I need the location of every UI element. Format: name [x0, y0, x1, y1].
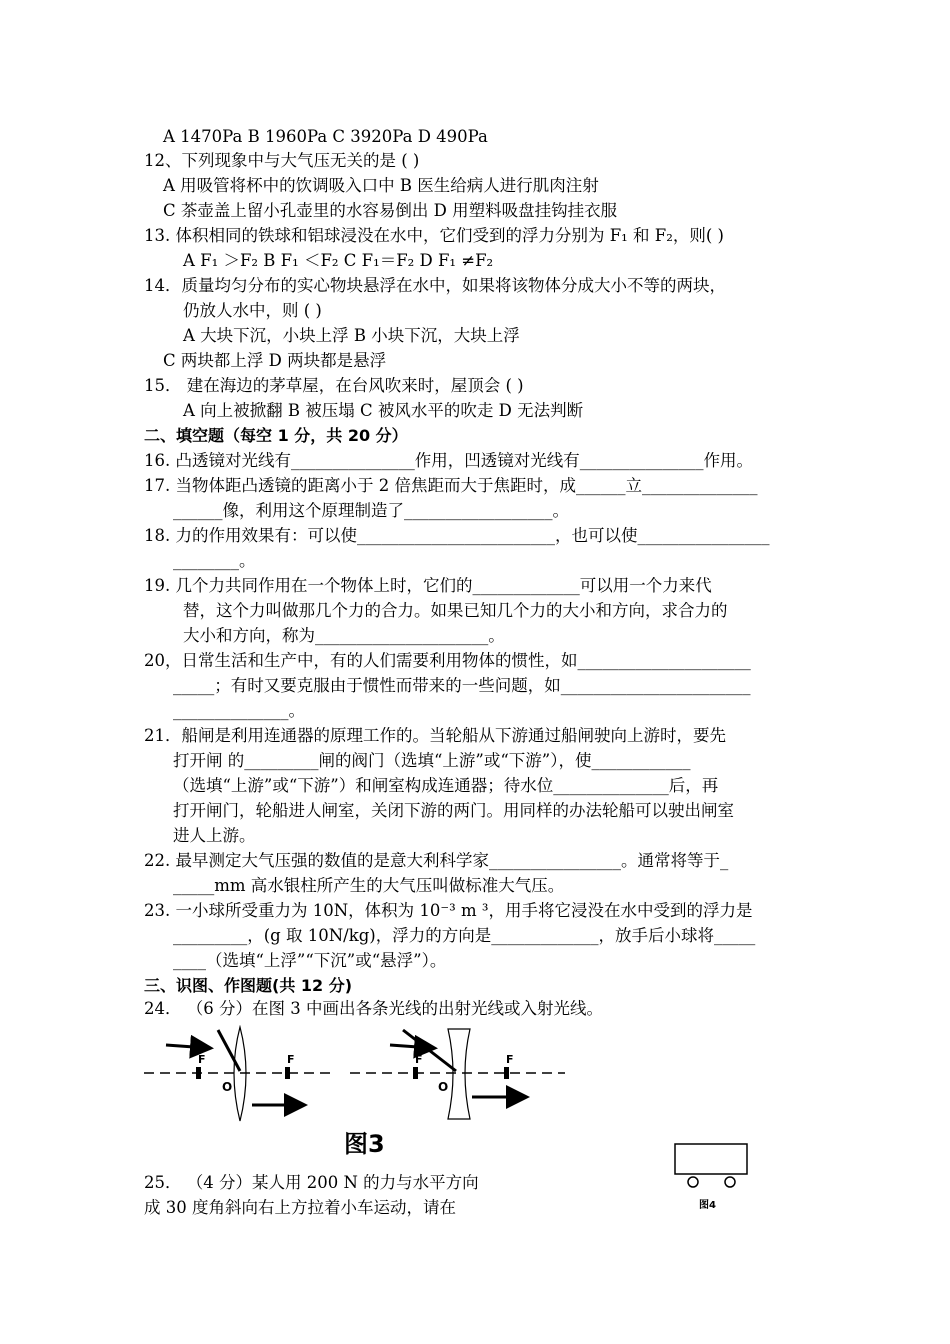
q17-cont: ______像，利用这个原理制造了__________________。 [173, 501, 569, 520]
q21-cont-3: 打开闸门，轮船进人闸室，关闭下游的两门。用同样的办法轮船可以驶出闸室 [173, 801, 734, 820]
q21-cont-1: 打开闸 的_________闸的阀门（选填“上游”或“下游”），使____________ [173, 751, 691, 770]
q24: 24． （6 分）在图 3 中画出各条光线的出射光线或入射光线。 [144, 999, 603, 1018]
figure-4-caption: 图4 [699, 1200, 716, 1211]
q20-cont-2: ______________。 [173, 701, 305, 720]
cart-body [675, 1144, 747, 1174]
convex-lens-group [144, 1027, 336, 1121]
q20: 20，日常生活和生产中，有的人们需要利用物体的惯性，如_____________________ [144, 651, 751, 670]
q18: 18. 力的作用效果有：可以使________________________，也可以使________________ [144, 526, 770, 545]
focus-left-marker-2 [413, 1067, 418, 1079]
q14-stem-cont: 仍放人水中，则 ( ) [183, 301, 322, 320]
q17: 17. 当物体距凸透镜的距离小于 2 倍焦距而大于焦距时，成______立______________ [144, 476, 758, 495]
q19-cont-2: 大小和方向，称为_____________________。 [183, 626, 505, 645]
q13-options: A F₁ ＞F₂ B F₁ ＜F₂ C F₁＝F₂ D F₁ ≠F₂ [183, 251, 494, 270]
q22: 22. 最早测定大气压强的数值的是意大利科学家________________。通常将等于_ [144, 851, 729, 870]
figure-3-lens-diagram [140, 1025, 570, 1125]
q21-cont-2: （选填“上游”或“下游”）和闸室构成连通器；待水位______________后，再 [173, 776, 719, 795]
cart-wheel-right [725, 1177, 735, 1187]
q20-cont-1: _____；有时又要克服由于惯性而带来的一些问题，如_______________________ [173, 676, 751, 695]
optical-center-label: O [222, 1080, 233, 1094]
focus-left-label: F [198, 1053, 206, 1066]
q21: 21．船闸是利用连通器的原理工作的。当轮船从下游通过船闸驶向上游时，要先 [144, 726, 726, 745]
cart-wheel-left [688, 1177, 698, 1187]
optical-center-label-2: O [438, 1080, 449, 1094]
focus-right-label: F [287, 1053, 295, 1066]
q22-cont: _____mm 高水银柱所产生的大气压叫做标准大气压。 [173, 876, 565, 895]
q25: 25． （4 分）某人用 200 N 的力与水平方向 [144, 1173, 479, 1192]
convex-lens [234, 1027, 246, 1121]
incident-ray-through-focus [218, 1030, 240, 1071]
focus-left-label-2: F [415, 1053, 423, 1066]
q25-cont: 成 30 度角斜向右上方拉着小车运动，请在 [144, 1198, 456, 1217]
focus-right-marker [285, 1067, 290, 1079]
q12-options-ab: A 用吸管将杯中的饮调吸入口中 B 医生给病人进行肌肉注射 [163, 176, 599, 195]
q14-options-ab: A 大块下沉，小块上浮 B 小块下沉，大块上浮 [183, 326, 520, 345]
q19: 19. 几个力共同作用在一个物体上时，它们的_____________可以用一个力来代 [144, 576, 712, 595]
q18-cont: ________。 [173, 551, 256, 570]
figure-3-caption: 图3 [344, 1130, 385, 1158]
incident-ray-parallel [166, 1045, 208, 1048]
q14-stem: 14．质量均匀分布的实心物块悬浮在水中，如果将该物体分成大小不等的两块， [144, 276, 726, 295]
q19-cont-1: 替，这个力叫做那几个力的合力。如果已知几个力的大小和方向，求合力的 [183, 601, 728, 620]
q12-stem: 12、下列现象中与大气压无关的是 ( ) [144, 151, 420, 170]
q14-options-cd: C 两块都上浮 D 两块都是悬浮 [163, 351, 387, 370]
focus-right-label-2: F [506, 1053, 514, 1066]
q11-options: A 1470Pa B 1960Pa C 3920Pa D 490Pa [163, 127, 488, 146]
concave-lens [448, 1029, 470, 1119]
focus-left-marker [196, 1067, 201, 1079]
q23-cont-2: ____（选填“上浮”“下沉”或“悬浮”）。 [173, 951, 447, 970]
incident-ray-toward-focus [403, 1030, 456, 1071]
q13-stem: 13. 体积相同的铁球和铝球浸没在水中，它们受到的浮力分别为 F₁ 和 F₂，则( ) [144, 226, 724, 245]
q23: 23. 一小球所受重力为 10N，体积为 10⁻³ m ³，用手将它浸没在水中受到的浮力是 [144, 901, 753, 920]
q16: 16. 凸透镜对光线有_______________作用，凹透镜对光线有_______________作用。 [144, 451, 753, 470]
q15-options: A 向上被掀翻 B 被压塌 C 被风水平的吹走 D 无法判断 [183, 401, 584, 420]
focus-right-marker-2 [504, 1067, 509, 1079]
q23-cont-1: _________，(g 取 10N/kg)，浮力的方向是_____________，放手后小球将_____ [173, 926, 756, 945]
q21-cont-4: 进人上游。 [173, 826, 256, 845]
figure-4-cart-diagram [670, 1140, 752, 1192]
q12-options-cd: C 茶壶盖上留小孔壶里的水容易倒出 D 用塑料吸盘挂钩挂衣服 [163, 201, 618, 220]
q15-stem: 15． 建在海边的茅草屋，在台风吹来时，屋顶会 ( ) [144, 376, 524, 395]
section-two-heading: 二、填空题（每空 1 分，共 20 分） [144, 426, 408, 445]
section-three-heading: 三、识图、作图题(共 12 分) [144, 976, 353, 995]
concave-lens-group [350, 1029, 565, 1119]
